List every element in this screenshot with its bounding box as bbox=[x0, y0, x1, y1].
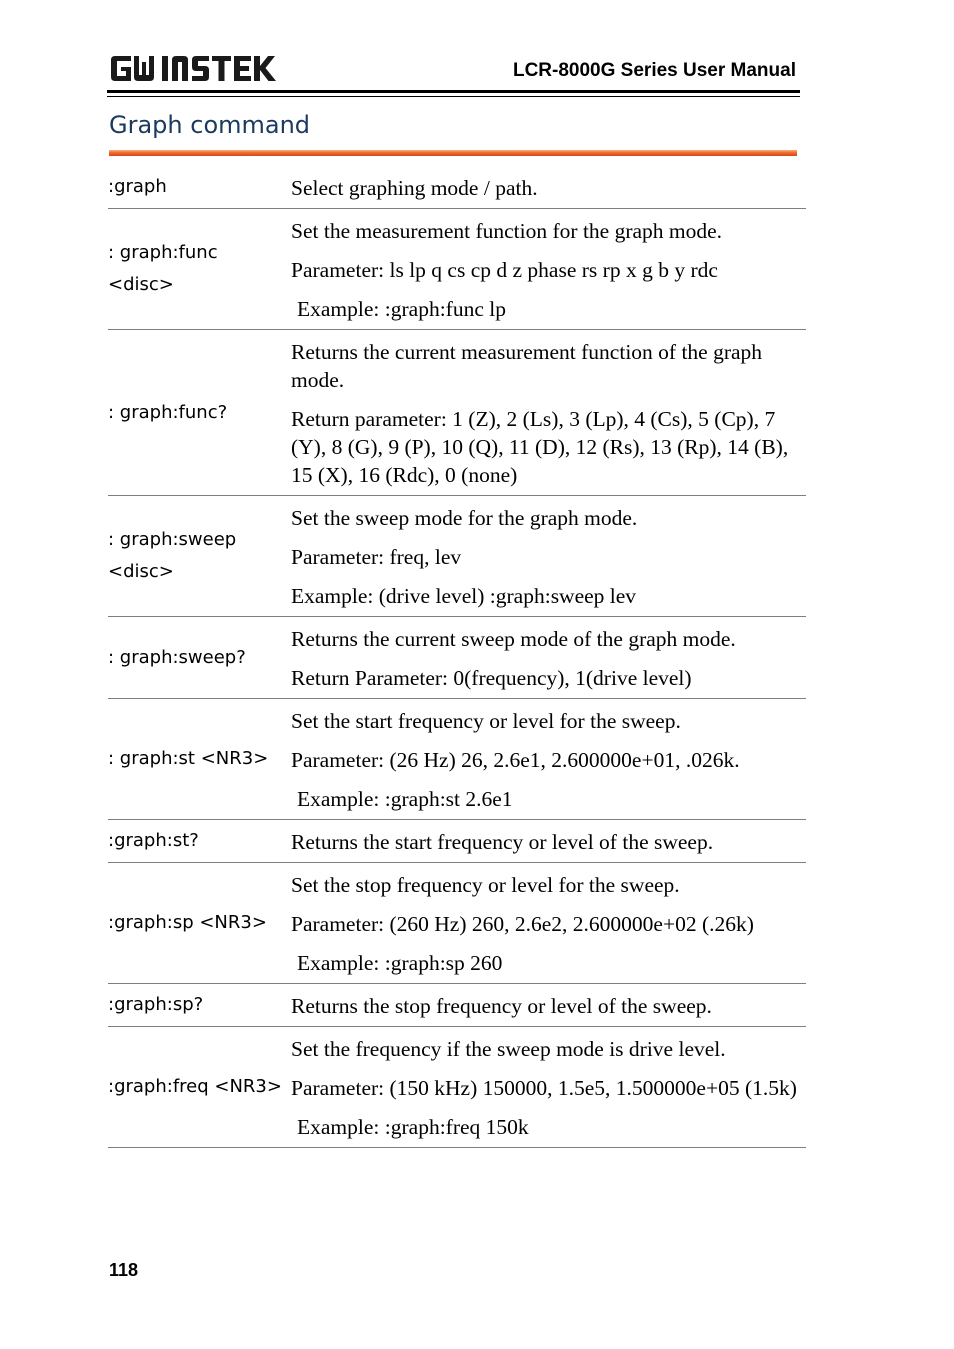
table-row bbox=[108, 1027, 806, 1148]
command-name: : graph:func? bbox=[108, 401, 228, 423]
header-rule-thin bbox=[107, 96, 800, 97]
section-title: Graph command bbox=[109, 111, 311, 139]
parameter-line: Parameter: ls lp q cs cp d z phase rs rp x g b y rdc bbox=[291, 258, 718, 282]
command-name: : graph:func <disc> bbox=[108, 242, 218, 295]
command-name: :graph bbox=[108, 176, 167, 197]
page-number: 118 bbox=[109, 1260, 139, 1280]
description-line: Returns the start frequency or level of the sweep. bbox=[291, 830, 714, 854]
table-row bbox=[108, 699, 806, 820]
table-row bbox=[108, 330, 806, 496]
description-line: Set the measurement function for the graph mode. bbox=[291, 219, 723, 243]
command-description bbox=[291, 699, 806, 820]
example-line: Example: :graph:st 2.6e1 bbox=[297, 787, 513, 811]
parameter-line: Parameter: (150 kHz) 150000, 1.5e5, 1.500000e+05 (1.5k) bbox=[291, 1076, 797, 1100]
gw-instek-logo bbox=[109, 54, 279, 84]
table-row bbox=[108, 617, 806, 699]
table-row bbox=[108, 496, 806, 617]
command-description bbox=[291, 1027, 806, 1148]
table-row bbox=[108, 820, 806, 863]
command-description bbox=[291, 330, 806, 496]
command-description bbox=[291, 984, 806, 1027]
description-line: Returns the current measurement function of the graph mode. bbox=[291, 340, 763, 392]
command-description bbox=[291, 209, 806, 330]
command-description bbox=[291, 496, 806, 617]
description-line: Select graphing mode / path. bbox=[291, 176, 538, 200]
command-name: :graph:freq <NR3> bbox=[108, 1076, 282, 1097]
description-line: Returns the stop frequency or level of the sweep. bbox=[291, 994, 712, 1018]
command-description bbox=[291, 617, 806, 699]
description-line: Returns the current sweep mode of the graph mode. bbox=[291, 627, 736, 651]
command-name: :graph:sp <NR3> bbox=[108, 912, 267, 933]
command-name: : graph:sweep? bbox=[108, 646, 246, 668]
example-line: Example: :graph:freq 150k bbox=[297, 1115, 529, 1139]
parameter-line: Parameter: freq, lev bbox=[291, 545, 462, 569]
parameter-line: Return Parameter: 0(frequency), 1(drive level) bbox=[291, 666, 692, 690]
table-row bbox=[108, 209, 806, 330]
command-name: : graph:sweep <disc> bbox=[108, 529, 237, 582]
description-line: Set the stop frequency or level for the sweep. bbox=[291, 873, 680, 897]
parameter-line: Return parameter: 1 (Z), 2 (Ls), 3 (Lp), 4 (Cs), 5 (Cp), 7 (Y), 8 (G), 9 (P), 10 (Q), 11 (D), 12 (Rs), 13 (Rp), 14 (B), 15 (X), 16 (Rdc), 0 (none) bbox=[291, 407, 789, 487]
command-description bbox=[291, 863, 806, 984]
parameter-line: Parameter: (260 Hz) 260, 2.6e2, 2.600000e+02 (.26k) bbox=[291, 912, 754, 936]
command-name: :graph:sp? bbox=[108, 994, 204, 1015]
table-row bbox=[108, 863, 806, 984]
manual-title: LCR-8000G Series User Manual bbox=[512, 60, 796, 81]
table-row bbox=[108, 166, 806, 209]
table-row bbox=[108, 984, 806, 1027]
command-table bbox=[108, 166, 806, 1148]
parameter-line: Parameter: (26 Hz) 26, 2.6e1, 2.600000e+01, .026k. bbox=[291, 748, 740, 772]
description-line: Set the start frequency or level for the sweep. bbox=[291, 709, 681, 733]
command-name: :graph:st? bbox=[108, 830, 199, 851]
description-line: Set the frequency if the sweep mode is drive level. bbox=[291, 1037, 726, 1061]
header-rule bbox=[107, 90, 800, 93]
example-line: Example: :graph:func lp bbox=[297, 297, 506, 321]
section-divider bbox=[109, 150, 797, 156]
command-description bbox=[291, 820, 806, 863]
example-line: Example: :graph:sp 260 bbox=[297, 951, 503, 975]
command-name: : graph:st <NR3> bbox=[108, 748, 269, 769]
example-line: Example: (drive level) :graph:sweep lev bbox=[291, 584, 637, 608]
description-line: Set the sweep mode for the graph mode. bbox=[291, 506, 638, 530]
command-description bbox=[291, 166, 806, 209]
